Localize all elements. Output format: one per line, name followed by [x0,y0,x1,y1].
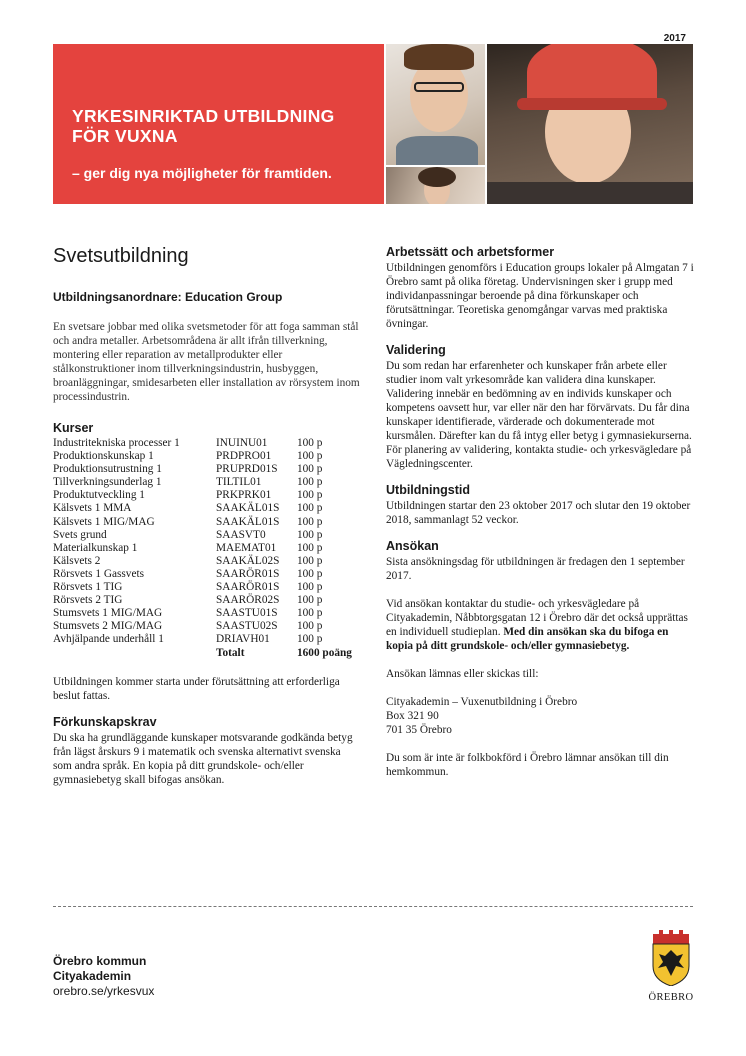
course-points: 100 p [297,489,323,502]
course-name: Produktionsutrustning 1 [53,463,162,476]
orebro-crest-icon [650,930,692,986]
left-column [53,245,360,787]
course-name: Rörsvets 1 Gassvets [53,567,144,580]
course-points: 100 p [297,476,323,489]
address-line-1: Cityakademin – Vuxenutbildning i Örebro [386,696,578,708]
courses-table [53,437,360,660]
course-name: Produktutveckling 1 [53,489,145,502]
course-points: 100 p [297,594,323,607]
footer [53,954,154,999]
banner-subtitle: – ger dig nya möjligheter för framtiden. [72,165,332,181]
course-code: SAASTU02S [216,620,278,633]
total-label: Totalt [216,646,245,659]
course-name: Industritekniska processer 1 [53,437,180,449]
course-code: SAARÖR02S [216,594,280,607]
course-name: Kälsvets 2 [53,554,101,567]
course-code: DRIAVH01 [216,633,270,646]
right-column [386,245,694,779]
course-points: 100 p [297,450,323,463]
course-points: 100 p [297,502,323,515]
condition-text: Utbildningen kommer starta under förutsättning att erforderliga beslut fattas. [53,675,340,702]
apply-submit: Ansökan lämnas eller skickas till: [386,668,539,680]
course-points: 100 p [297,541,323,554]
photo-woman [386,167,485,204]
course-code: SAARÖR01S [216,567,280,580]
courses-heading: Kurser [53,421,94,435]
course-code: PRUPRD01S [216,463,278,476]
intro-text: En svetsare jobbar med olika svetsmetoder för att foga samman stål och andra metaller. Arbetsområdena är allt ifrån tillverkning, montering eller reparation av metallprodukter eller stålkonstruktioner inom tillverkningsindustrin, husbyggen, broanläggningar, smidesarbeten eller installation av rörsystem inom processindustrin. [53,321,360,403]
course-name: Kälsvets 1 MIG/MAG [53,515,155,528]
footer-org: Örebro kommun [53,954,147,968]
course-points: 100 p [297,515,323,528]
course-code: TILTIL01 [216,476,262,489]
course-name: Svets grund [53,528,107,541]
footer-divider [53,906,693,907]
course-points: 100 p [297,607,323,620]
apply-outside-text: Du som är inte är folkbokförd i Örebro lämnar ansökan till din hemkommun. [386,752,669,778]
course-name: Rörsvets 1 TIG [53,581,123,594]
course-points: 100 p [297,620,323,633]
course-code: SAAKÄL01S [216,515,280,528]
course-code: PRKPRK01 [216,489,272,502]
time-text: Utbildningen startar den 23 oktober 2017 och slutar den 19 oktober 2018, sammanlagt 52 veckor. [386,500,691,526]
prereq-heading: Förkunskapskrav [53,714,157,729]
course-row [53,489,360,502]
validation-text: Du som redan har erfarenheter och kunskaper från arbete eller studier inom valt yrkesområde kan validera dina kunskaper. Validering innebär en bedömning av en individs kunskaper och kompetens oavsett hur, var eller när den har förvärvats. Du får dina kunskaper identifierade, värderade och dokumenterade mot kursmålen. Därefter kan du få intyg eller betyg i gymnasiekurserna. För planering av validering, kontakta studie- och yrkesvägledare på Vägledningscenter. [386,360,692,470]
course-points: 100 p [297,567,323,580]
address-line-3: 701 35 Örebro [386,724,452,736]
page-title: Svetsutbildning [53,245,189,267]
course-row [53,437,360,450]
course-code: SAARÖR01S [216,581,280,594]
address-line-2: Box 321 90 [386,710,439,722]
work-text: Utbildningen genomförs i Education groups lokaler på Almgatan 7 i Örebro samt på olika företag. Undervisningen sker i grupp med individanpassningar beroende på dina förkunskaper och förutsättningar. Teoretiska genomgångar varvas med praktiska övningar. [386,262,694,330]
course-code: INUINU01 [216,437,268,449]
course-row [53,607,360,620]
course-code: SAASTU01S [216,607,278,620]
course-name: Avhjälpande underhåll 1 [53,633,164,646]
course-name: Stumsvets 2 MIG/MAG [53,620,163,633]
course-row [53,516,360,529]
apply-contact: Vid ansökan kontaktar du studie- och yrkesvägledare på Cityakademin, Nåbbtorgsgatan 12 i Örebro där det också upprättas en individuell studieplan. Med din ansökan ska du bifoga en kopia på ditt grundskole- och/eller gymnasiebetyg. [386,598,688,652]
prereq-text: Du ska ha grundläggande kunskaper motsvarande godkända betyg från lägst årskurs 9 i matematik och svenska alternativt svenska som andra språk. En kopia på ditt grundskole- och/eller gymnasiebetyg skall bifogas ansökan. [53,731,353,786]
course-points: 100 p [297,581,323,594]
apply-contact-bold: Med din ansökan ska du bifoga en kopia på ditt grundskole- och/eller gymnasiebetyg. [386,626,669,652]
apply-heading: Ansökan [386,539,439,553]
apply-deadline: Sista ansökningsdag för utbildningen är fredagen den 1 september 2017. [386,556,685,582]
document-year: 2017 [663,33,686,44]
course-row [53,581,360,594]
organizer: Utbildningsanordnare: Education Group [53,290,283,304]
footer-unit: Cityakademin [53,969,132,983]
course-row [53,463,360,476]
time-heading: Utbildningstid [386,483,471,497]
course-code: SAASVT0 [216,528,266,541]
work-heading: Arbetssätt och arbetsformer [386,245,555,259]
photo-welder-woman [487,44,693,204]
course-code: SAAKÄL02S [216,554,280,567]
course-row [53,633,360,646]
courses-total-row [53,647,360,660]
course-points: 100 p [297,633,323,646]
footer-url-link[interactable]: orebro.se/yrkesvux [53,984,155,998]
course-name: Materialkunskap 1 [53,541,138,554]
crest-label: ÖREBRO [648,992,694,1003]
course-name: Tillverkningsunderlag 1 [53,476,162,489]
course-points: 100 p [297,528,323,541]
total-points: 1600 poäng [297,646,352,659]
course-row [53,568,360,581]
course-name: Rörsvets 2 TIG [53,594,123,607]
course-row [53,476,360,489]
banner-title: YRKESINRIKTAD UTBILDNING FÖR VUXNA [72,106,335,146]
course-code: PRDPRO01 [216,450,272,463]
course-points: 100 p [297,554,323,567]
header-banner [53,44,693,204]
course-points: 100 p [297,437,323,449]
course-code: SAAKÄL01S [216,502,280,515]
course-points: 100 p [297,463,323,476]
banner-text-panel [53,44,384,204]
validation-heading: Validering [386,343,446,357]
course-code: MAEMAT01 [216,541,277,554]
course-name: Produktionskunskap 1 [53,450,154,463]
course-row [53,620,360,633]
course-row [53,502,360,515]
course-name: Kälsvets 1 MMA [53,502,132,515]
course-row [53,594,360,607]
course-row [53,529,360,542]
course-row [53,542,360,555]
course-row [53,555,360,568]
photo-man-with-glasses [386,44,485,165]
course-row [53,450,360,463]
course-name: Stumsvets 1 MIG/MAG [53,607,163,620]
